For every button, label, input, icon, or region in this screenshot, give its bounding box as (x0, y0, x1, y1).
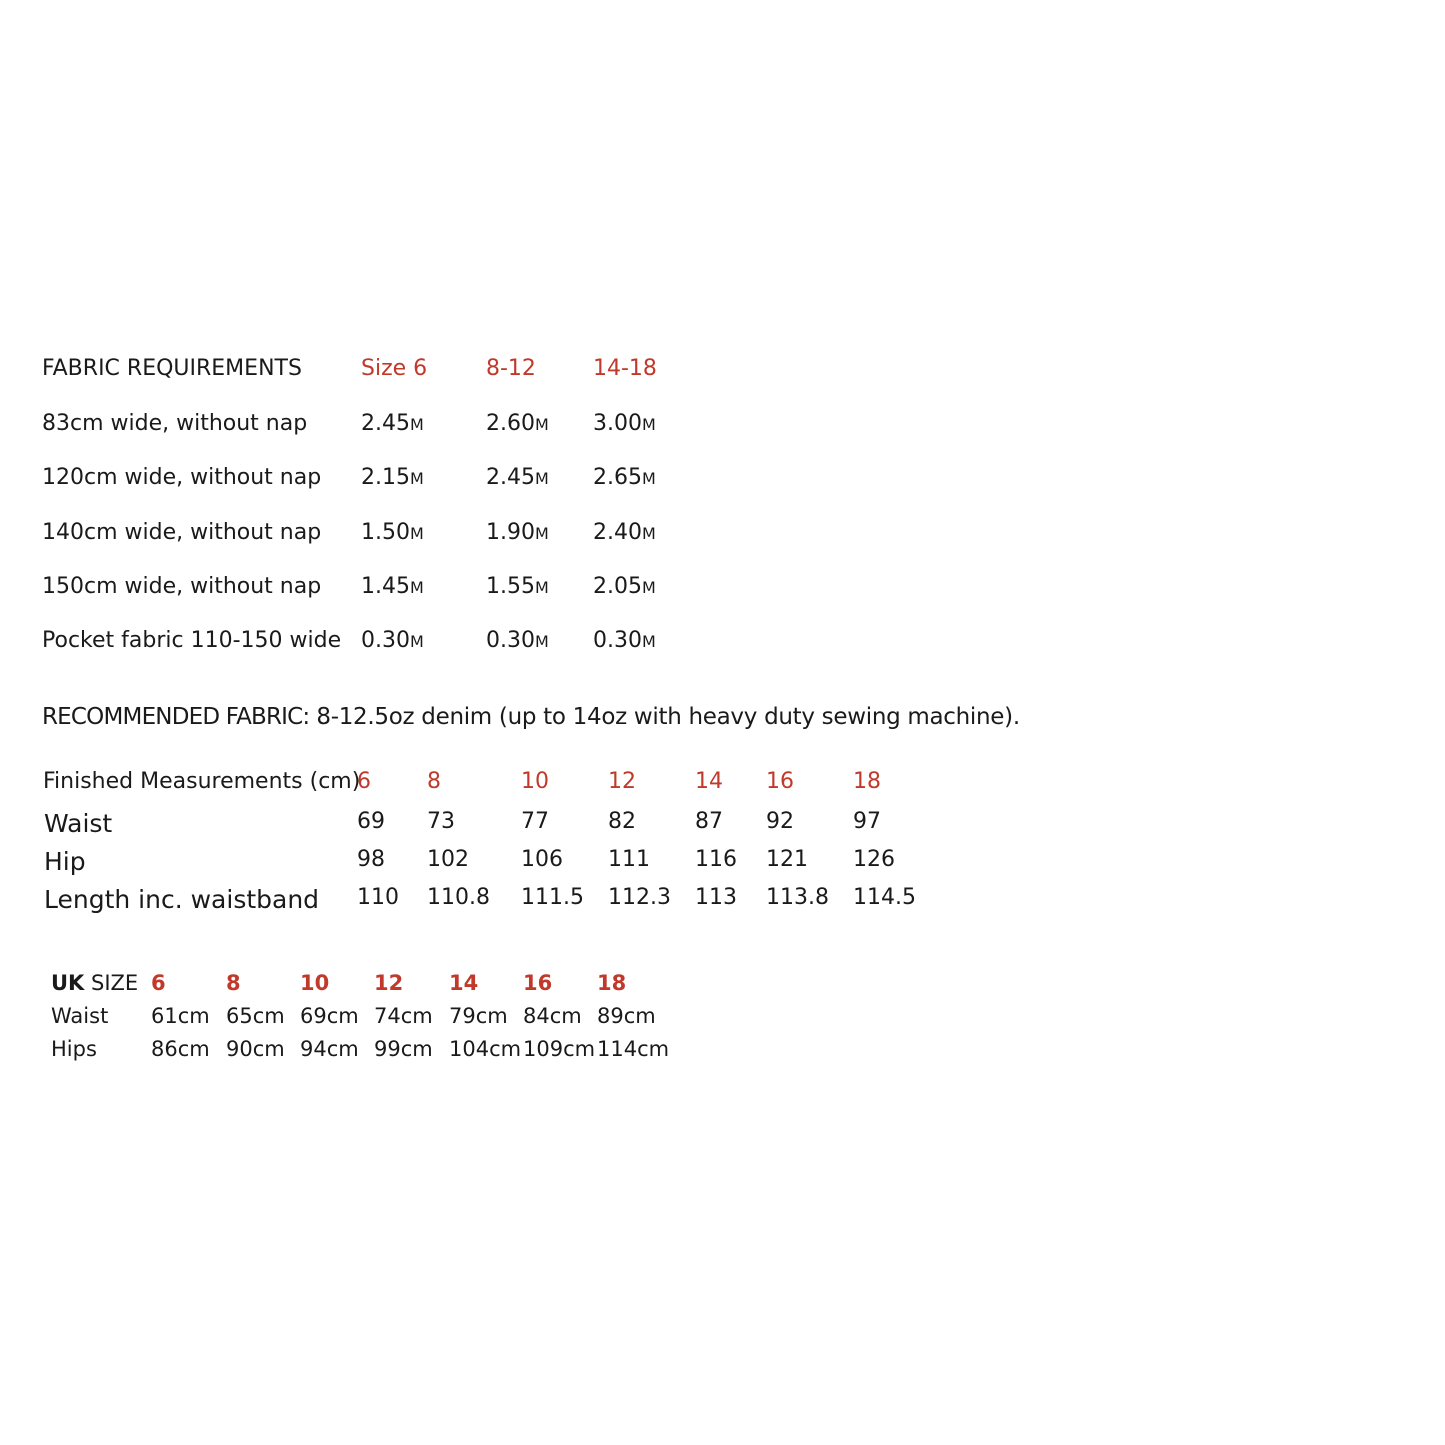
fabric-row-value: 2.45M (361, 411, 424, 436)
fm-value: 92 (766, 809, 794, 834)
uk-size-header: 8 (226, 971, 241, 995)
uk-size-header: 14 (449, 971, 479, 995)
fm-value: 113 (695, 885, 737, 910)
fm-value: 111.5 (521, 885, 584, 910)
uk-size-header: 18 (597, 971, 627, 995)
uk-value: 74cm (374, 1004, 433, 1028)
fabric-row-value: 2.60M (486, 411, 549, 436)
fabric-row-value: 1.50M (361, 520, 424, 545)
recommended-fabric-label: RECOMMENDED FABRIC: (42, 704, 310, 730)
uk-value: 104cm (449, 1037, 522, 1061)
fm-value: 110.8 (427, 885, 490, 910)
uk-row-label: Hips (51, 1037, 97, 1061)
fabric-requirements-title: FABRIC REQUIREMENTS (42, 356, 302, 381)
fm-value: 106 (521, 847, 563, 872)
fm-value: 114.5 (853, 885, 916, 910)
fm-size-header: 12 (608, 769, 636, 794)
fabric-row-value: 0.30M (361, 628, 424, 653)
fabric-row-value: 2.65M (593, 465, 656, 490)
recommended-fabric-text: 8-12.5oz denim (up to 14oz with heavy duty sewing machine). (316, 704, 1020, 730)
fm-value: 102 (427, 847, 469, 872)
uk-size-header: 16 (523, 971, 553, 995)
uk-value: 90cm (226, 1037, 285, 1061)
fabric-row-value: 0.30M (593, 628, 656, 653)
uk-value: 86cm (151, 1037, 210, 1061)
uk-value: 65cm (226, 1004, 285, 1028)
fabric-row-label: 140cm wide, without nap (42, 520, 322, 545)
uk-value: 114cm (597, 1037, 670, 1061)
uk-value: 89cm (597, 1004, 656, 1028)
fm-value: 69 (357, 809, 385, 834)
fm-value: 126 (853, 847, 895, 872)
fabric-row-value: 3.00M (593, 411, 656, 436)
fabric-row-value: 1.45M (361, 574, 424, 599)
uk-size-title: UK SIZE (51, 971, 139, 995)
fm-size-header: 10 (521, 769, 549, 794)
fm-row-label: Waist (44, 809, 113, 838)
uk-row-label: Waist (51, 1004, 109, 1028)
fm-size-header: 18 (853, 769, 881, 794)
fabric-size-header: 14-18 (593, 356, 657, 381)
fabric-row-value: 1.55M (486, 574, 549, 599)
fm-value: 87 (695, 809, 723, 834)
uk-size-header: 10 (300, 971, 330, 995)
uk-value: 61cm (151, 1004, 210, 1028)
fm-value: 77 (521, 809, 549, 834)
uk-value: 94cm (300, 1037, 359, 1061)
fm-value: 113.8 (766, 885, 829, 910)
finished-measurements-title: Finished Measurements (cm) (43, 769, 361, 794)
uk-size-header: 12 (374, 971, 404, 995)
fm-value: 116 (695, 847, 737, 872)
fm-size-header: 6 (357, 769, 371, 794)
fabric-row-value: 2.40M (593, 520, 656, 545)
fabric-row-label: Pocket fabric 110-150 wide (42, 628, 342, 653)
fabric-row-value: 2.05M (593, 574, 656, 599)
fm-value: 98 (357, 847, 385, 872)
fabric-row-label: 83cm wide, without nap (42, 411, 308, 436)
fabric-row-label: 120cm wide, without nap (42, 465, 322, 490)
uk-value: 99cm (374, 1037, 433, 1061)
uk-value: 84cm (523, 1004, 582, 1028)
fabric-row-value: 0.30M (486, 628, 549, 653)
fabric-row-value: 2.15M (361, 465, 424, 490)
fm-value: 111 (608, 847, 650, 872)
fabric-row-label: 150cm wide, without nap (42, 574, 322, 599)
fm-value: 82 (608, 809, 636, 834)
fm-row-label: Hip (44, 847, 86, 876)
fm-value: 110 (357, 885, 399, 910)
uk-value: 69cm (300, 1004, 359, 1028)
fabric-row-value: 1.90M (486, 520, 549, 545)
fm-size-header: 8 (427, 769, 441, 794)
fm-size-header: 14 (695, 769, 723, 794)
uk-size-header: 6 (151, 971, 166, 995)
fm-value: 97 (853, 809, 881, 834)
fabric-row-value: 2.45M (486, 465, 549, 490)
fm-value: 73 (427, 809, 455, 834)
fabric-size-header: 8-12 (486, 356, 536, 381)
fm-size-header: 16 (766, 769, 794, 794)
fabric-size-header: Size 6 (361, 356, 428, 381)
fm-row-label: Length inc. waistband (44, 885, 320, 914)
uk-value: 79cm (449, 1004, 508, 1028)
fm-value: 112.3 (608, 885, 671, 910)
fm-value: 121 (766, 847, 808, 872)
uk-value: 109cm (523, 1037, 596, 1061)
recommended-fabric (42, 706, 1020, 729)
